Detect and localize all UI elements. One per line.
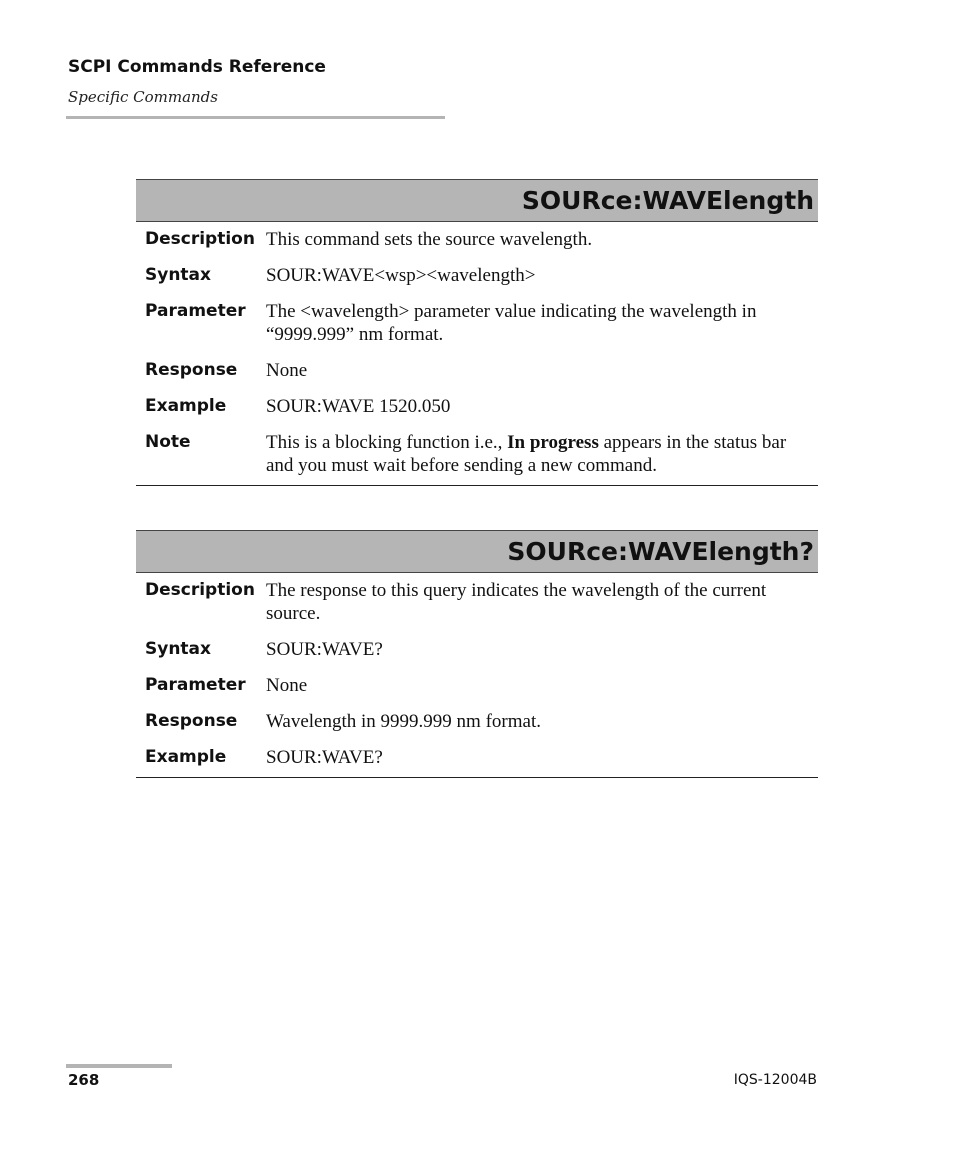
command-title: SOURce:WAVElength <box>136 179 818 222</box>
example-row <box>136 746 818 769</box>
row-label: Description <box>145 580 255 600</box>
syntax-row <box>136 264 818 287</box>
product-model: IQS-12004B <box>733 1072 817 1088</box>
row-value: Wavelength in 9999.999 nm format. <box>266 711 541 732</box>
row-label: Description <box>145 229 255 249</box>
header-rule <box>66 116 445 119</box>
page-header-title: SCPI Commands Reference <box>68 57 326 77</box>
row-label: Syntax <box>145 639 211 659</box>
row-value: None <box>266 360 308 381</box>
row-value: SOUR:WAVE<wsp><wavelength> <box>266 265 536 286</box>
description-row <box>136 228 818 251</box>
row-value: None <box>266 675 308 696</box>
note-text-start: This is a blocking function i.e., <box>266 432 508 453</box>
footer-rule <box>66 1064 172 1068</box>
row-label: Syntax <box>145 265 211 285</box>
description-row <box>136 579 818 625</box>
row-label: Note <box>145 432 191 452</box>
response-row <box>136 710 818 733</box>
row-label: Parameter <box>145 675 246 695</box>
page-number: 268 <box>68 1071 100 1089</box>
command-title: SOURce:WAVElength? <box>136 530 818 573</box>
parameter-row <box>136 674 818 697</box>
row-label: Response <box>145 360 238 380</box>
row-value: The response to this query indicates the wavelength of the current source. <box>266 580 767 624</box>
command-block-source-wavelength-query <box>136 530 818 778</box>
row-value: SOUR:WAVE? <box>266 639 383 660</box>
row-label: Response <box>145 711 238 731</box>
page-header-subtitle: Specific Commands <box>68 88 218 106</box>
syntax-row <box>136 638 818 661</box>
row-value <box>266 431 818 477</box>
row-label: Example <box>145 747 227 767</box>
note-row <box>136 431 818 477</box>
command-block-source-wavelength <box>136 179 818 486</box>
row-label: Parameter <box>145 301 246 321</box>
row-value: The <wavelength> parameter value indicating the wavelength in “9999.999” nm format. <box>266 301 757 345</box>
parameter-row <box>136 300 818 346</box>
example-row <box>136 395 818 418</box>
note-text-end: appears in the status bar and you must wait before sending a new command. <box>266 432 787 476</box>
row-value: SOUR:WAVE 1520.050 <box>266 396 451 417</box>
note-emphasis: In progress <box>507 432 599 453</box>
row-value: This command sets the source wavelength. <box>266 229 593 250</box>
response-row <box>136 359 818 382</box>
row-label: Example <box>145 396 227 416</box>
row-value: SOUR:WAVE? <box>266 747 383 768</box>
